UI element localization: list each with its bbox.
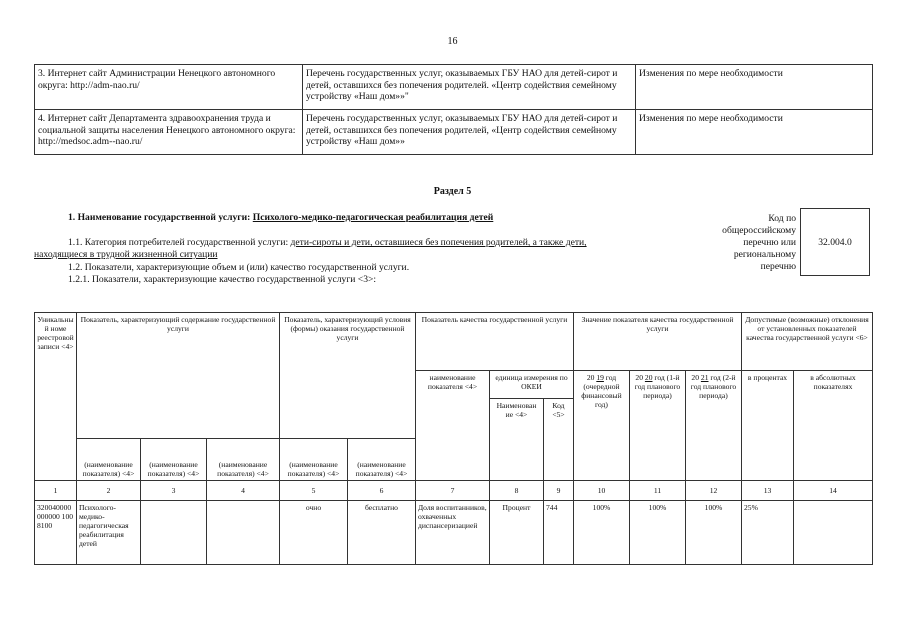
column-number: 2 [77, 481, 141, 501]
table-cell: 100% [574, 501, 630, 565]
column-number: 11 [630, 481, 686, 501]
header-year-2020: 20 20 год (1-й год планового периода) [630, 371, 686, 481]
header-quality-indicator: Показатель качества государственной услуги [416, 313, 574, 371]
table-header-row [35, 313, 873, 371]
table-cell: 25% [742, 501, 794, 565]
indicators-line: 1.2. Показатели, характеризующие объем и (или) качество государственной услуги. [68, 262, 410, 273]
code-value-box: 32.004.0 [800, 208, 870, 276]
table-cell: бесплатно [348, 501, 416, 565]
category-value: дети-сироты и дети, оставшиеся без попечения родителей, а также дети, [290, 237, 587, 248]
column-number: 10 [574, 481, 630, 501]
column-number: 13 [742, 481, 794, 501]
column-number: 4 [207, 481, 280, 501]
table-cell: Изменения по мере необходимости [636, 65, 873, 110]
header-deviation: Допустимые (возможные) отклонения от установленных показателей качества государственной услуги <6> [742, 313, 873, 371]
header-unit: единица измерения по ОКЕИ [490, 371, 574, 399]
table-cell: Перечень государственных услуг, оказываемых ГБУ НАО для детей-сирот и детей, оставшихся без попечения родителей, «Центр содействия семейному устройству «Наш дом»» [303, 110, 636, 155]
category-prefix: 1.1. Категория потребителей государственной услуги: [68, 237, 291, 248]
header-content: Показатель, характеризующий содержание государственной услуги [77, 313, 280, 439]
category-value-continued: находящиеся в трудной жизненной ситуации [34, 249, 218, 260]
code-label: Код по общероссийскому перечню или региональному перечню [722, 213, 796, 272]
table-cell: 3. Интернет сайт Администрации Ненецкого автономного округа: http://adm-nao.ru/ [35, 65, 303, 110]
table-cell: 744 [544, 501, 574, 565]
header-quality-values: Значение показателя качества государственной услуги [574, 313, 742, 371]
table-cell: 100% [686, 501, 742, 565]
header-content-indicator-3: (наименование показателя) <4> [207, 439, 280, 481]
header-conditions-indicator-1: (наименование показателя) <4> [280, 439, 348, 481]
header-content-indicator-2: (наименование показателя) <4> [141, 439, 207, 481]
table-cell [207, 501, 280, 565]
table-cell: Изменения по мере необходимости [636, 110, 873, 155]
page-number: 16 [447, 36, 458, 47]
header-year-2021: 20 21 год (2-й год планового периода) [686, 371, 742, 481]
table-cell: очно [280, 501, 348, 565]
column-number: 6 [348, 481, 416, 501]
column-number: 8 [490, 481, 544, 501]
table-cell: 100% [630, 501, 686, 565]
table-cell: Доля воспитанников, охваченных диспансеризацией [416, 501, 490, 565]
header-year-2019: 20 19 год (очередной финансовый год) [574, 371, 630, 481]
column-number: 12 [686, 481, 742, 501]
table-cell [794, 501, 873, 565]
service-name-prefix: 1. Наименование государственной услуги: [68, 212, 253, 223]
header-indicator-name: наименование показателя <4> [416, 371, 490, 481]
table-cell: Перечень государственных услуг, оказываемых ГБУ НАО для детей-сирот и детей, оставшихся без попечения родителей. «Центр содействия семейному устройству «Наш дом»»" [303, 65, 636, 110]
table-cell: 320040000000000 1008100 [35, 501, 77, 565]
header-unique-number: Уникальны й номе реестровой записи <4> [35, 313, 77, 481]
column-number: 3 [141, 481, 207, 501]
column-number: 1 [35, 481, 77, 501]
header-unit-name: Наименован ие <4> [490, 399, 544, 481]
category-line [68, 237, 587, 248]
table-row [35, 501, 873, 565]
column-number: 14 [794, 481, 873, 501]
table-cell: 4. Интернет сайт Департамента здравоохранения труда и социальной защиты населения Ненецкого автономного округа: http://medsoc.adm--nao.ru/ [35, 110, 303, 155]
table-row [35, 110, 873, 155]
table-cell: Психолого-медико-педагогическая реабилитация детей [77, 501, 141, 565]
table-cell: Процент [490, 501, 544, 565]
header-unit-code: Код <5> [544, 399, 574, 481]
column-number: 5 [280, 481, 348, 501]
service-name-value: Психолого-медико-педагогическая реабилитация детей [252, 212, 494, 223]
section-title: Раздел 5 [433, 186, 472, 197]
sources-table [34, 64, 873, 155]
column-number: 7 [416, 481, 490, 501]
service-name-line [68, 212, 493, 223]
header-absolute: в абсолютных показателях [794, 371, 873, 481]
header-content-indicator-1: (наименование показателя) <4> [77, 439, 141, 481]
header-percent: в процентах [742, 371, 794, 481]
column-number: 9 [544, 481, 574, 501]
quality-indicators-line: 1.2.1. Показатели, характеризующие качество государственной услуги <3>: [68, 274, 377, 285]
header-conditions: Показатель, характеризующий условия (формы) оказания государственной услуги [280, 313, 416, 439]
column-number-row [35, 481, 873, 501]
table-row [35, 65, 873, 110]
quality-table [34, 312, 873, 565]
header-conditions-indicator-2: (наименование показателя) <4> [348, 439, 416, 481]
table-cell [141, 501, 207, 565]
